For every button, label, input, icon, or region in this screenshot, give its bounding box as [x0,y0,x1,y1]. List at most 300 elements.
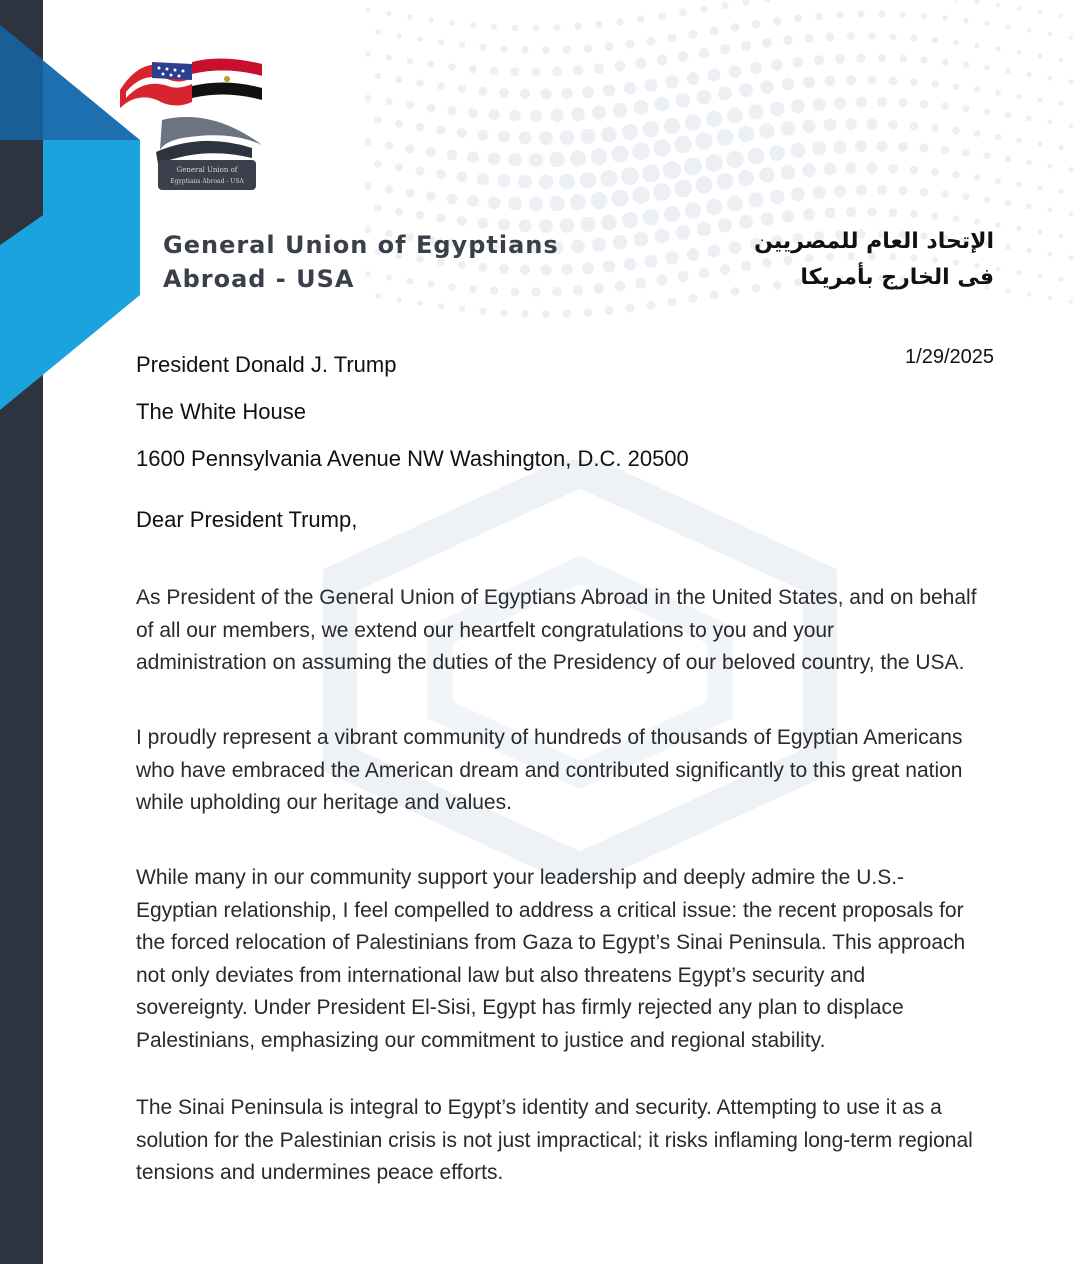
decorative-dot [1027,28,1032,33]
decorative-dot [888,120,898,130]
decorative-dot [666,76,679,89]
decorative-dot [1026,204,1032,210]
decorative-dot [877,97,887,107]
decorative-dot [616,18,623,25]
paragraph-line: I proudly represent a vibrant community of hundreds of thousands of Egyptian Americans [136,726,963,749]
decorative-dot [762,38,772,48]
decorative-dot [941,190,949,198]
decorative-dot [1048,296,1053,301]
decorative-dot [953,83,960,90]
decorative-dot [700,5,707,12]
decorative-dot [931,80,938,87]
decorative-dot [815,13,823,21]
recipient-name: President Donald J. Trump [136,352,397,377]
decorative-dot [764,0,771,2]
decorative-dot [621,167,639,185]
decorative-dot [657,55,668,66]
decorative-dot [664,206,681,223]
decorative-dot [920,100,929,109]
decorative-dot [406,101,414,109]
decorative-dot [974,43,979,48]
decorative-dot [1037,229,1042,234]
decorative-dot [1026,116,1032,122]
decorative-dot [953,215,960,222]
decorative-dot [539,174,554,189]
decorative-dot [642,164,660,182]
decorative-dot [1006,289,1011,294]
decorative-dot [674,136,692,154]
decorative-dot [395,208,403,216]
decorative-dot [676,225,691,240]
decorative-dot [888,164,898,174]
decorative-dot [739,83,753,97]
decorative-dot [374,160,382,168]
decorative-dot [584,308,593,317]
decorative-dot [962,105,969,112]
decorative-dot [417,36,423,42]
decorative-dot [643,209,659,225]
decorative-dot [708,69,721,82]
decorative-dot [457,171,468,182]
decorative-dot [748,148,765,165]
decorative-dot [717,129,734,146]
decorative-dot [824,118,837,131]
decorative-dot [742,0,749,6]
decorative-dot [1058,189,1063,194]
decorative-dot [407,58,414,65]
decorative-dot [645,79,658,92]
decorative-dot [459,306,466,313]
decorative-dot [741,261,751,271]
decorative-dot [1026,72,1031,77]
decorative-dot [396,76,403,83]
decorative-dot [1069,123,1074,128]
decorative-dot [942,15,948,21]
decorative-dot [995,90,1001,96]
decorative-dot [512,24,519,31]
decorative-dot [867,163,878,174]
decorative-dot [499,88,509,98]
decorative-dot [428,17,434,23]
decorative-dot [877,141,888,152]
decorative-dot [542,46,550,54]
paragraph-line: of all our members, we extend our heartfelt congratulations to you and your [136,618,835,642]
decorative-dot [529,153,544,168]
decorative-dot [646,301,655,310]
decorative-dot [637,15,645,23]
decorative-dot [611,146,628,163]
decorative-dot [720,44,731,55]
decorative-dot [563,45,571,53]
decorative-dot [679,9,687,17]
decorative-dot [657,275,668,286]
decorative-dot [396,33,402,39]
decorative-dot [920,56,927,63]
decorative-dot [448,63,455,70]
decorative-dot [658,12,666,20]
decorative-dot [824,162,837,175]
paragraph-congratulations [136,582,1046,680]
decorative-dot [667,297,676,306]
org-name-ar-line1: الإتحاد العام للمصريين [754,229,994,254]
decorative-dot [624,258,637,271]
decorative-dot [718,86,732,100]
decorative-dot [613,103,628,118]
paragraph-line: sovereignty. Under President El-Sisi, Egypt has firmly rejected any plan to displace [136,996,904,1020]
decorative-dot [845,162,857,174]
decorative-dot [791,99,805,113]
decorative-dot [825,207,836,218]
decorative-dot [868,32,875,39]
decorative-dot [477,173,489,185]
decorative-dot [374,116,381,123]
decorative-dot [802,120,816,134]
decorative-dot [615,281,626,292]
decorative-dot [826,33,834,41]
decorative-dot [834,185,846,197]
decorative-dot [542,310,550,318]
salutation: Dear President Trump, [136,507,358,532]
decorative-dot [1016,138,1022,144]
decorative-dot [996,3,1001,8]
decorative-dot [447,150,458,161]
decorative-dot [720,264,731,275]
decorative-dot [541,88,552,99]
decorative-dot [560,130,575,145]
decorative-dot [910,122,919,131]
decorative-dot [984,108,991,115]
decorative-dot [855,97,866,108]
decorative-dot [1005,156,1011,162]
decorative-dot [1017,6,1021,10]
decorative-dot [386,11,391,16]
decorative-dot [931,212,938,219]
decorative-dot [731,287,740,296]
decorative-dot [559,174,575,190]
decorative-dot [613,235,628,250]
decorative-dot [529,197,544,212]
decorative-dot [813,186,826,199]
organization-name-english [163,228,559,296]
decorative-dot [974,87,980,93]
decorative-dot [727,108,743,124]
decorative-dot [646,37,655,46]
decorative-dot [571,107,585,121]
decorative-dot [710,290,719,299]
decorative-dot [899,55,907,63]
decorative-dot [375,73,381,79]
decorative-dot [1069,35,1073,39]
decorative-dot [437,82,445,90]
decorative-dot [498,174,511,187]
decorative-dot [773,17,781,25]
decorative-dot [941,102,949,110]
decorative-dot [802,164,816,178]
decorative-dot [365,95,372,102]
decorative-dot [741,41,751,51]
decorative-dot [855,185,866,196]
decorative-dot [962,193,969,200]
decorative-dot [847,32,855,40]
decorative-dot [601,215,617,231]
decorative-dot [1026,248,1031,253]
decorative-dot [1069,299,1073,303]
decorative-dot [500,45,507,52]
decorative-dot [1038,274,1043,279]
decorative-dot [500,309,507,316]
decorative-dot [570,194,586,210]
decorative-dot [695,176,712,193]
decorative-dot [508,153,522,167]
decorative-dot [974,130,981,137]
decorative-dot [584,44,593,53]
decorative-dot [856,54,865,63]
decorative-dot [457,216,467,226]
decorative-dot [1016,226,1021,231]
decorative-dot [688,30,697,39]
decorative-dot [793,57,804,68]
decorative-dot [626,304,635,313]
decorative-dot [727,196,743,212]
decorative-dot [427,104,436,113]
decorative-dot [963,61,969,67]
decorative-dot [771,59,783,71]
decorative-dot [1069,255,1074,260]
decorative-dot [469,65,477,73]
decorative-dot [645,255,658,268]
decorative-dot [805,34,814,43]
decorative-dot [1059,14,1063,18]
decorative-dot [511,67,520,76]
decorative-dot [889,76,898,85]
decorative-dot [794,14,802,22]
decorative-dot [674,180,692,198]
decorative-dot [374,204,381,211]
decorative-dot [563,309,571,317]
decorative-dot [752,20,761,29]
decorative-dot [622,212,638,228]
decorative-dot [580,172,597,189]
decorative-dot [605,306,614,315]
decorative-dot [594,63,605,74]
decorative-dot [395,163,403,171]
decorative-dot [803,76,815,88]
decorative-dot [508,197,522,211]
decorative-dot [781,121,796,136]
decorative-dot [490,67,498,75]
decorative-dot [759,167,774,182]
decorative-dot [684,158,702,176]
egyptian-flag-icon [192,58,262,100]
decorative-dot [632,186,650,204]
union-logo [112,50,272,195]
decorative-dot [655,229,670,244]
decorative-dot [1016,182,1022,188]
decorative-dot [748,192,763,207]
decorative-dot [963,18,968,23]
decorative-dot [919,143,928,152]
decorative-dot [738,170,754,186]
decorative-dot [1068,167,1073,172]
decorative-dot [941,146,949,154]
decorative-dot [458,85,466,93]
decorative-dot [699,268,710,279]
decorative-dot [603,84,615,96]
decorative-dot [552,67,562,77]
decorative-dot [533,25,540,32]
decorative-dot [366,8,371,13]
decorative-dot [470,22,476,28]
decorative-dot [739,215,753,229]
decorative-dot [921,13,927,19]
decorative-dot [846,207,856,217]
decorative-dot [653,183,671,201]
decorative-dot [931,124,939,132]
paragraph-line: while upholding our heritage and values. [136,791,512,815]
decorative-dot [622,124,638,140]
decorative-dot [867,207,876,216]
decorative-dot [1005,68,1011,74]
decorative-dot [769,145,785,161]
decorative-dot [416,211,425,220]
decorative-dot [1017,270,1022,275]
decorative-dot [488,152,501,165]
decorative-dot [1048,252,1053,257]
decorative-dot [438,39,444,45]
paragraph-line: Egyptian relationship, I feel compelled to address a critical issue: the recent proposals for [136,898,964,922]
decorative-dot [1038,54,1043,59]
decorative-dot [791,143,806,158]
decorative-dot [364,182,371,189]
decorative-dot [1037,185,1042,190]
decorative-dot [974,174,981,181]
decorative-dot [813,98,826,111]
decorative-dot [678,271,689,282]
decorative-dot [521,46,529,54]
decorative-dot [518,175,532,189]
decorative-dot [603,260,615,272]
decorative-dot [655,97,670,112]
paragraph-line: The Sinai Peninsula is integral to Egypt’s identity and security. Attempting to use it as a [136,1096,942,1119]
decorative-dot [962,149,970,157]
decorative-dot [706,199,722,215]
decorative-dot [570,150,586,166]
decorative-dot [708,245,721,258]
decorative-dot [879,11,886,18]
decorative-dot [1037,97,1042,102]
decorative-dot [697,222,712,237]
decorative-dot [706,111,722,127]
decorative-dot [783,36,792,45]
decorative-dot [664,118,681,135]
decorative-dot [580,217,595,232]
decorative-dot [890,33,897,40]
decorative-dot [710,26,719,35]
decorative-dot [406,189,415,198]
decorative-dot [721,2,728,9]
logo-caption-line1: General Union of [176,166,238,174]
decorative-dot [624,82,637,95]
decorative-dot [858,11,865,18]
decorative-dot [611,190,628,207]
decorative-dot [953,40,959,46]
decorative-dot [488,196,501,209]
paragraph-line: who have embraced the American dream and contributed significantly to this great nation [136,758,963,782]
decorative-dot [1038,10,1042,14]
decorative-dot [791,187,805,201]
logo-caption-line2: Egyptians Abroad - USA [170,178,244,185]
decorative-dot [676,93,691,108]
decorative-dot [1059,233,1064,238]
paragraph-relocation-concern [136,862,1046,1058]
decorative-dot [1048,76,1053,81]
decorative-dot [520,89,530,99]
decorative-dot [995,222,1001,228]
decorative-dot [478,87,487,96]
decorative-dot [910,166,919,175]
decorative-dot [561,88,573,100]
decorative-dot [984,196,991,203]
decorative-dot [539,131,553,145]
decorative-dot [685,202,701,218]
decorative-dot [731,23,740,32]
decorative-dot [489,109,500,120]
decorative-dot [438,303,444,309]
decorative-dot [995,266,1000,271]
decorative-dot [600,170,617,187]
decorative-dot [770,102,785,117]
decorative-dot [509,110,521,122]
decorative-dot [426,191,436,201]
decorative-dot [560,218,575,233]
decorative-dot [436,169,446,179]
org-name-en-line2: Abroad - USA [163,265,355,293]
decorative-dot [911,35,918,42]
org-name-ar-line2: فى الخارج بأمريكا [800,265,994,290]
decorative-dot [364,138,371,145]
decorative-dot [782,210,794,222]
decorative-dot [678,51,689,62]
letter-date: 1/29/2025 [905,346,994,368]
decorative-dot [1005,244,1011,250]
paragraph-line: While many in our community support your leadership and deeply admire the U.S.- [136,866,905,889]
decorative-dot [900,12,906,18]
decorative-dot [636,278,647,289]
decorative-dot [984,65,990,71]
decorative-dot [836,11,843,18]
decorative-dot [480,308,487,315]
decorative-dot [718,218,732,232]
decorative-dot [457,128,467,138]
decorative-dot [447,106,456,115]
decorative-dot [738,126,754,142]
decorative-dot [984,152,991,159]
paragraph-sinai [136,1092,1046,1190]
decorative-dot [447,194,458,205]
decorative-dot [519,131,532,144]
decorative-dot [952,171,959,178]
decorative-dot [1047,163,1052,168]
decorative-dot [932,37,938,43]
decorative-dot [636,58,647,69]
decorative-dot [595,21,602,28]
decorative-dot [748,104,763,119]
decorative-dot [726,151,743,168]
decorative-dot [375,29,380,34]
decorative-dot [995,178,1001,184]
decorative-dot [1059,101,1064,106]
decorative-dot [781,165,796,180]
